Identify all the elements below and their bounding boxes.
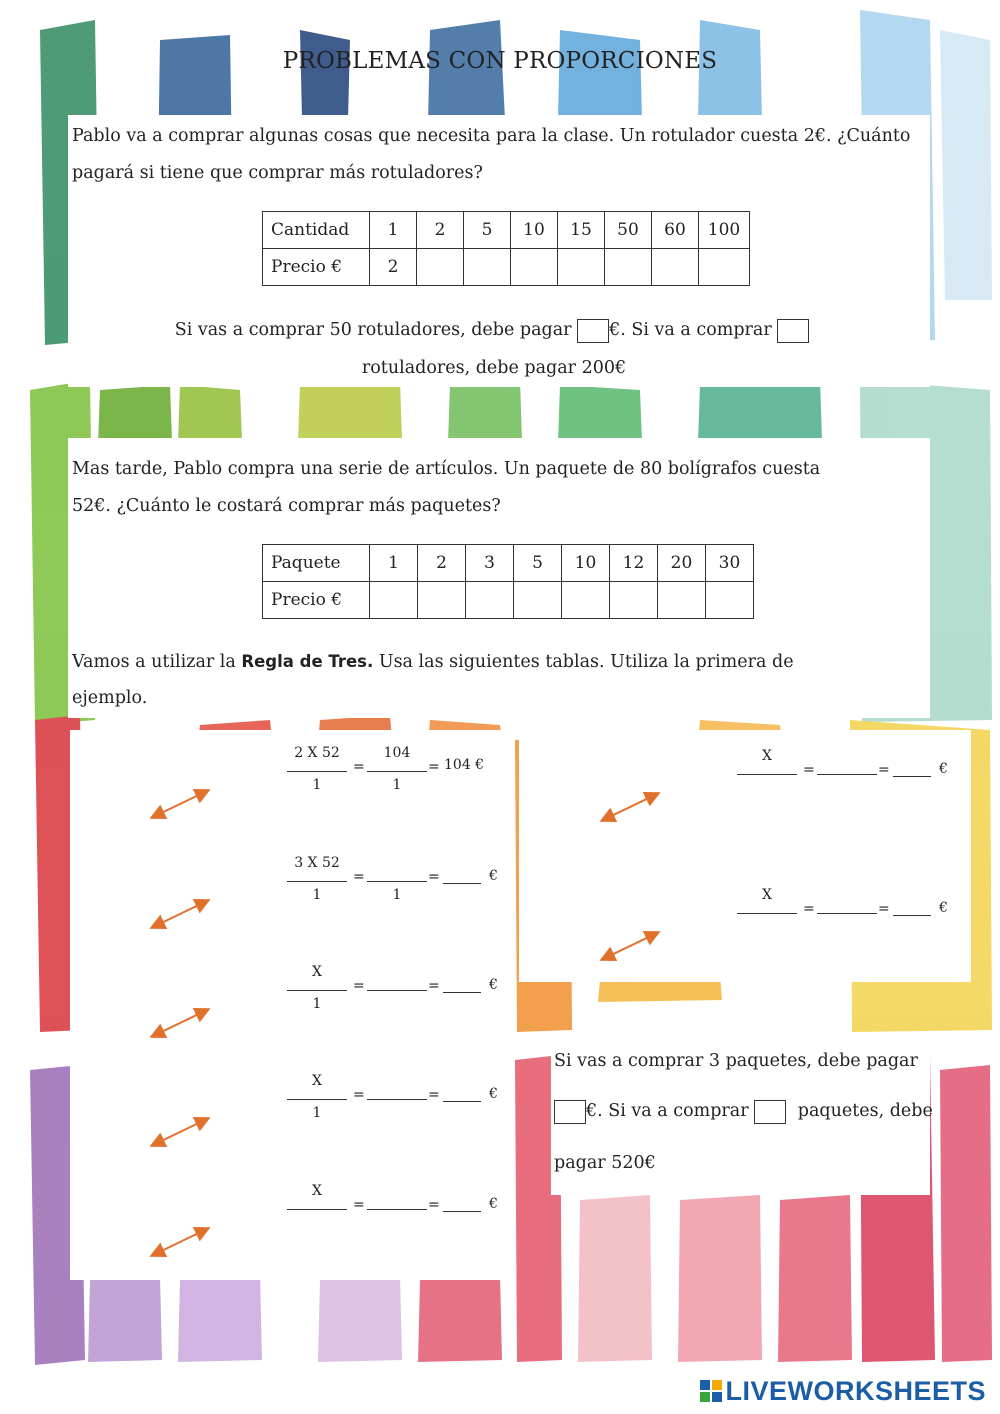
rule-text-line1 [72,643,794,681]
liveworksheets-logo [700,1376,986,1407]
fraction-denominator: 1 [312,777,322,793]
result-value: 104 € [444,757,485,773]
fraction-denominator: 1 [392,887,402,903]
euro-sign: € [939,900,948,916]
cross-arrow-icon [145,1002,235,1042]
problem2-table [262,544,754,619]
fraction-numerator: X [312,1183,322,1199]
table-cell: 1 [370,212,417,249]
answer-blank [893,915,931,916]
problem1-text-line2: pagará si tiene que comprar más rotuladores? [72,163,483,183]
answer-cell[interactable] [514,582,562,619]
table-cell: 3 [466,545,514,582]
table-row-label: Paquete [263,545,370,582]
equals-sign: = [353,759,365,775]
euro-sign: € [489,1196,498,1212]
cross-arrow-icon [595,786,685,826]
answer-cell[interactable] [370,582,418,619]
answer-cell[interactable]: 2 [370,249,417,286]
euro-sign: € [939,761,948,777]
cross-arrow-icon [145,783,235,823]
fraction-numerator: 3 X 52 [294,855,340,871]
equals-sign: = [878,901,890,917]
fraction-bar [287,881,347,882]
problem1-table [262,211,750,286]
answer-blank [443,1101,481,1102]
fraction-numerator: X [762,748,772,764]
answer-cell[interactable] [418,582,466,619]
fraction-bar [737,913,797,914]
fraction-bar [817,774,877,775]
table-cell: 60 [652,212,699,249]
answer-cell[interactable] [610,582,658,619]
cross-arrow-icon [595,925,685,965]
answer-blank [443,1211,481,1212]
sentence-part: €. Si va a comprar [609,320,772,340]
answer-box[interactable] [554,1100,586,1124]
fraction-denominator: 1 [312,1105,322,1121]
logo-text: LIVEWORKSHEETS [725,1376,986,1406]
table-cell: 2 [418,545,466,582]
problem1-sentence-line2: rotuladores, debe pagar 200€ [361,358,627,378]
fraction-numerator: X [312,964,322,980]
fraction-denominator: 1 [392,777,402,793]
table-cell: 50 [605,212,652,249]
answer-cell[interactable] [417,249,464,286]
fraction-bar [287,771,347,772]
answer-box[interactable] [577,319,609,343]
table-cell: 2 [417,212,464,249]
page-title: PROBLEMAS CON PROPORCIONES [282,48,718,74]
problem1-text-line1: Pablo va a comprar algunas cosas que necesita para la clase. Un rotulador cuesta 2€. ¿Cuánto [72,126,911,146]
sentence-part: €. Si va a comprar [586,1101,749,1121]
table-row-label: Precio € [263,249,370,286]
equals-sign: = [428,759,440,775]
equals-sign: = [428,869,440,885]
table-cell: 100 [699,212,750,249]
table-cell: 1 [370,545,418,582]
answer-cell[interactable] [699,249,750,286]
fraction-bar [817,913,877,914]
table-cell: 12 [610,545,658,582]
answer-cell[interactable] [511,249,558,286]
fraction-bar [287,1099,347,1100]
table-row [263,212,750,249]
fraction-denominator: 1 [312,887,322,903]
fraction-numerator: X [312,1073,322,1089]
table-row-label: Cantidad [263,212,370,249]
table-cell: 5 [514,545,562,582]
answer-cell[interactable] [558,249,605,286]
fraction-bar [737,774,797,775]
sentence-part: Si vas a comprar 50 rotuladores, debe pagar [174,320,572,340]
equals-sign: = [353,1087,365,1103]
cross-arrow-icon [145,1111,235,1151]
answer-cell[interactable] [658,582,706,619]
equals-sign: = [803,762,815,778]
sentence-part: paquetes, debe [797,1101,933,1121]
table-row [263,582,754,619]
fraction-numerator: 2 X 52 [294,745,340,761]
euro-sign: € [489,977,498,993]
answer-blank [443,883,481,884]
fraction-bar [287,990,347,991]
answer-blank [443,992,481,993]
fraction-bar [367,771,427,772]
final-question-line1: Si vas a comprar 3 paquetes, debe pagar [554,1051,918,1071]
rule-text: Vamos a utilizar la [72,652,242,672]
fraction-bar [367,1209,427,1210]
fraction-bar [287,1209,347,1210]
equals-sign: = [428,1197,440,1213]
exercises-right-panel [519,730,971,982]
fraction-bar [367,990,427,991]
euro-sign: € [489,1086,498,1102]
table-cell: 15 [558,212,605,249]
equals-sign: = [878,762,890,778]
final-question-line3: pagar 520€ [554,1153,656,1173]
equals-sign: = [353,1197,365,1213]
answer-box[interactable] [777,319,809,343]
rule-bold-text: Regla de Tres. [241,652,374,671]
table-cell: 10 [562,545,610,582]
logo-icon [700,1380,722,1402]
answer-cell[interactable] [652,249,699,286]
equals-sign: = [353,978,365,994]
rule-text: Usa las siguientes tablas. Utiliza la primera de [373,652,794,672]
fraction-bar [367,881,427,882]
table-cell: 10 [511,212,558,249]
problem2-text-line2: 52€. ¿Cuánto le costará comprar más paquetes? [72,496,501,516]
cross-arrow-icon [145,893,235,933]
table-row-label: Precio € [263,582,370,619]
fraction-numerator: 104 [383,745,411,761]
final-question-line2 [554,1093,933,1130]
answer-cell[interactable] [466,582,514,619]
equals-sign: = [428,978,440,994]
equals-sign: = [803,901,815,917]
table-row [263,249,750,286]
table-cell: 20 [658,545,706,582]
problem2-text-line1: Mas tarde, Pablo compra una serie de artículos. Un paquete de 80 bolígrafos cuesta [72,459,821,479]
fraction-numerator: X [762,887,772,903]
table-cell: 30 [706,545,754,582]
equals-sign: = [428,1087,440,1103]
answer-cell[interactable] [562,582,610,619]
answer-cell[interactable] [464,249,511,286]
problem1-sentence [0,312,1000,349]
answer-blank [893,776,931,777]
table-cell: 5 [464,212,511,249]
equals-sign: = [353,869,365,885]
rule-text-line2: ejemplo. [72,688,148,708]
answer-cell[interactable] [605,249,652,286]
answer-box[interactable] [754,1100,786,1124]
fraction-bar [367,1099,427,1100]
answer-cell[interactable] [706,582,754,619]
fraction-denominator: 1 [312,996,322,1012]
table-row [263,545,754,582]
cross-arrow-icon [145,1221,235,1261]
euro-sign: € [489,868,498,884]
